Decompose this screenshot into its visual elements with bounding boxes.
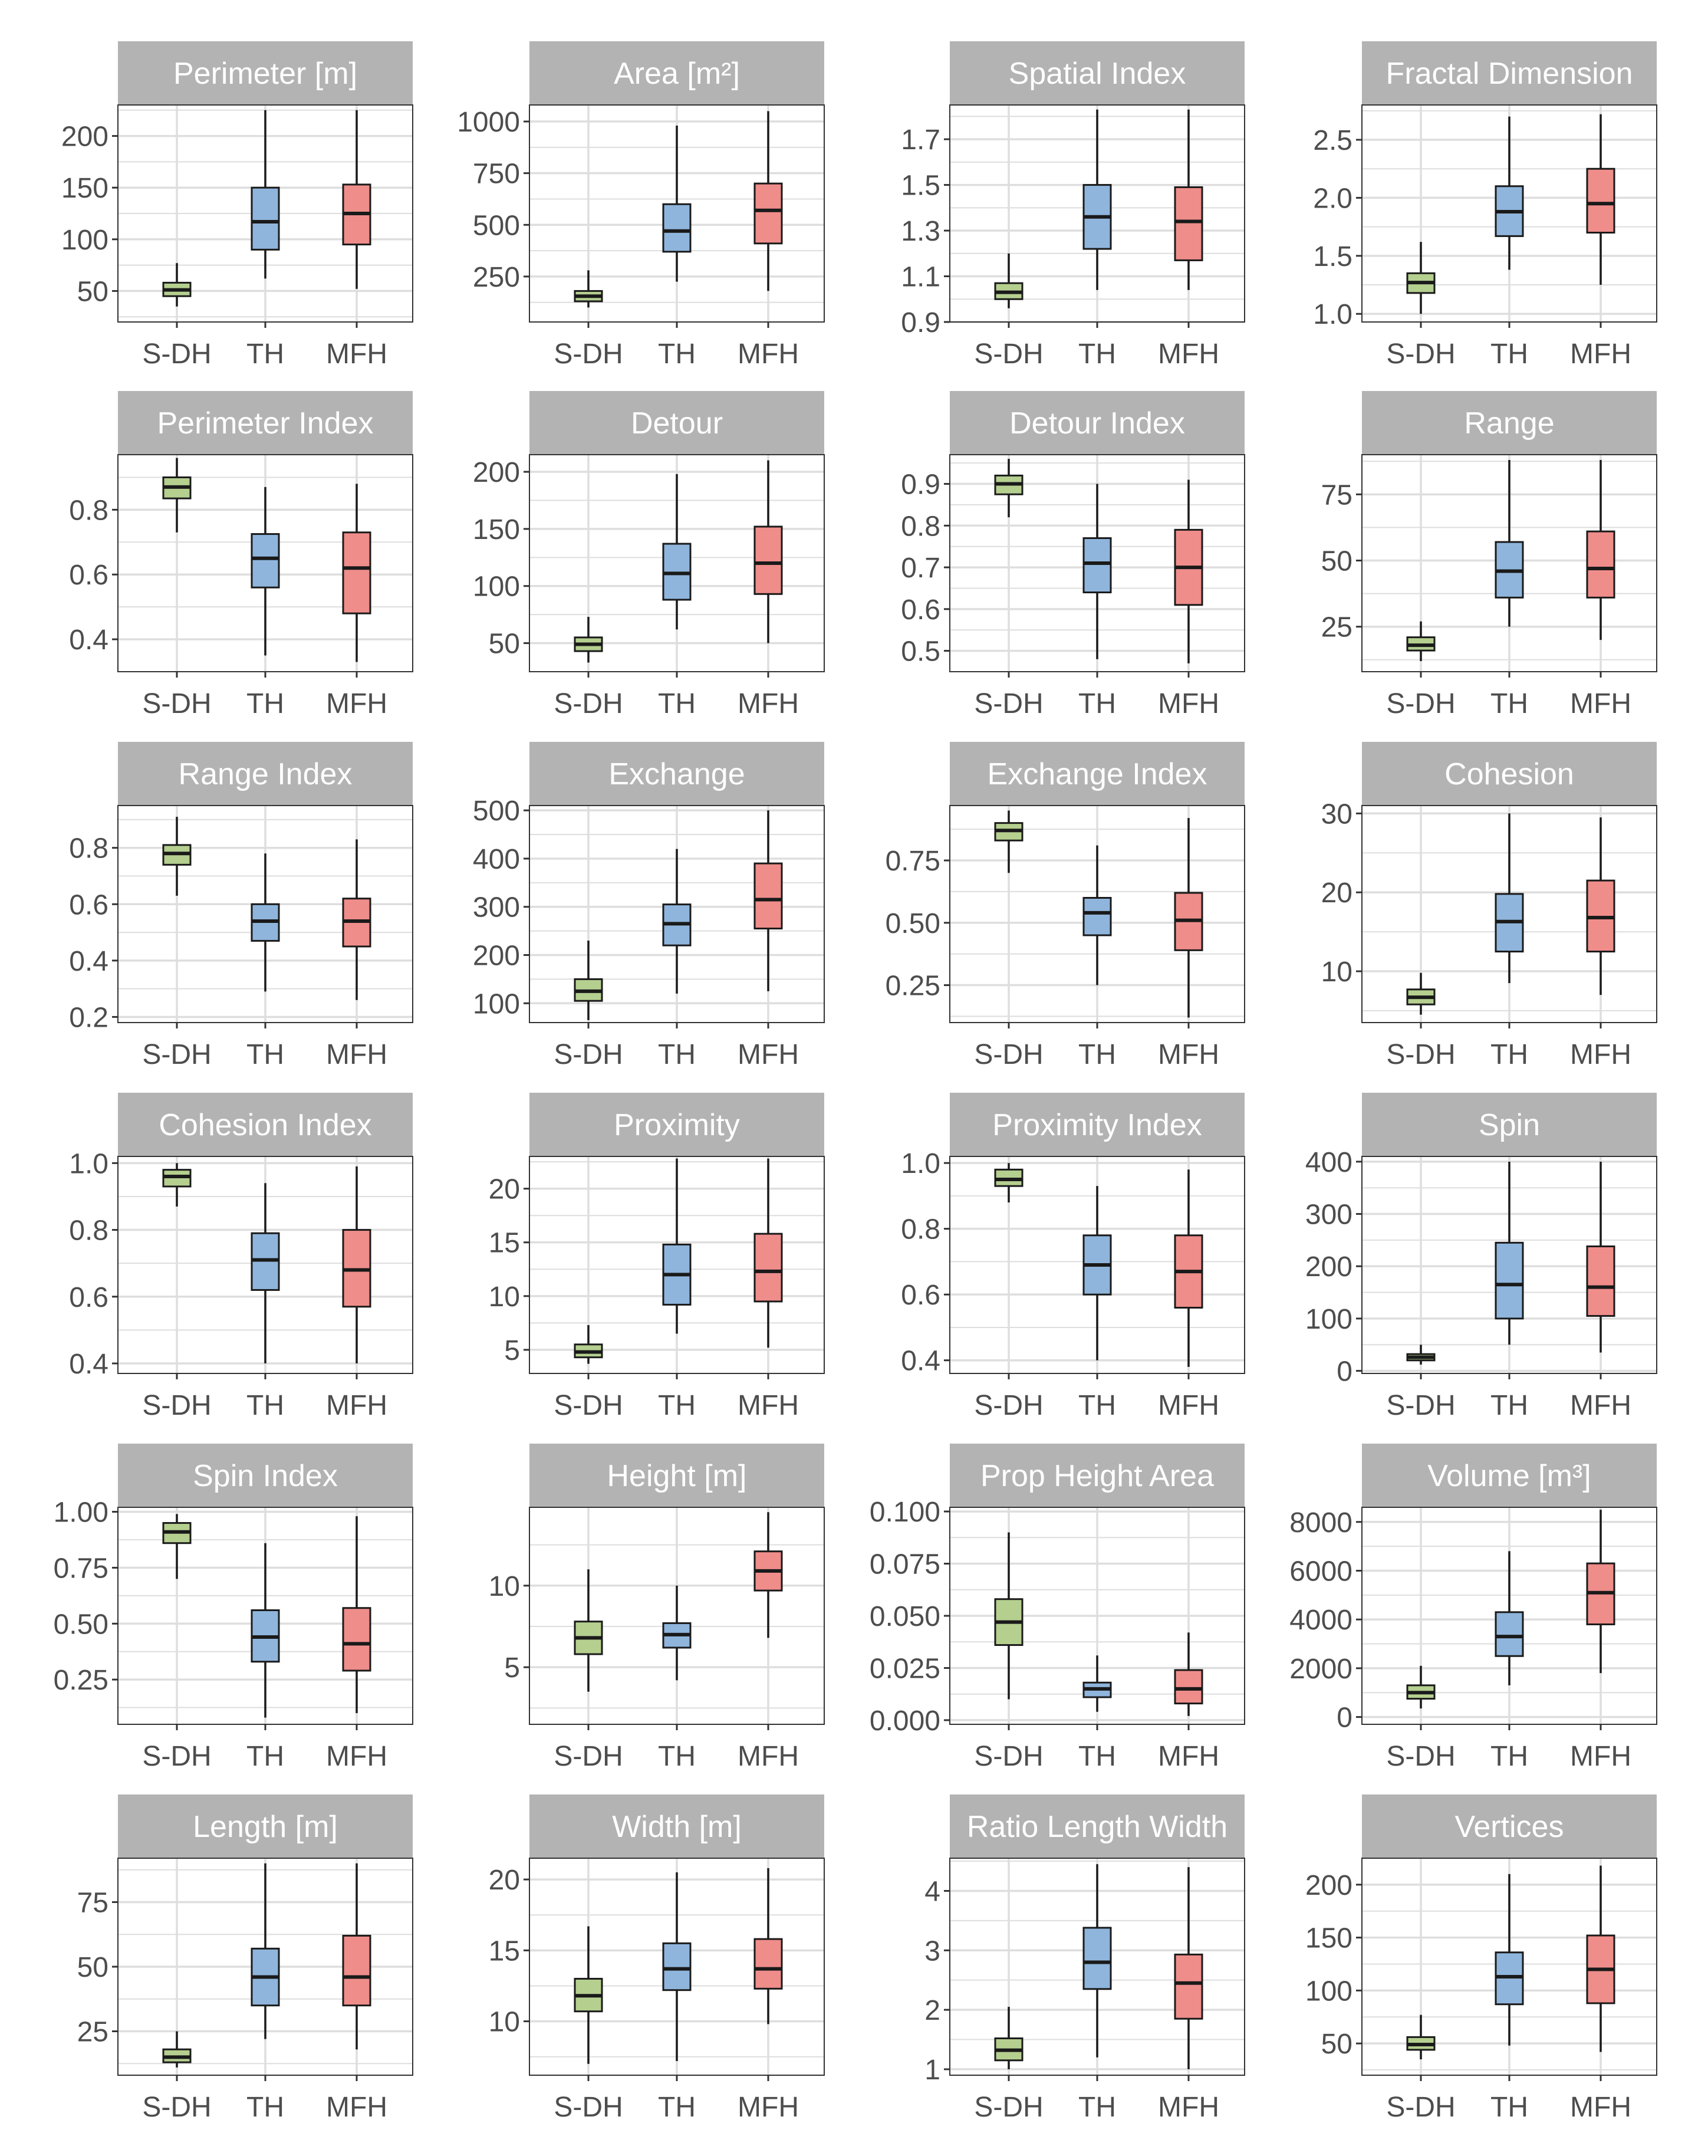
x-tick-label: MFH	[738, 2092, 799, 2123]
x-tick-label: TH	[246, 338, 284, 370]
iqr-box	[1175, 187, 1202, 260]
x-tick-label: TH	[1078, 688, 1116, 719]
y-tick-label: 50	[488, 628, 520, 660]
panel-title: Exchange	[608, 757, 745, 791]
y-tick-label: 0.8	[69, 1215, 108, 1247]
y-tick-label: 300	[1305, 1199, 1352, 1231]
panel	[69, 742, 413, 1070]
panel	[1313, 41, 1657, 370]
iqr-box	[1175, 1670, 1202, 1704]
panel-title: Width [m]	[612, 1810, 742, 1844]
y-tick-label: 10	[488, 2006, 520, 2038]
x-tick-label: S-DH	[554, 338, 623, 370]
x-tick-label: S-DH	[142, 2092, 212, 2123]
x-tick-label: TH	[1078, 2092, 1116, 2123]
y-tick-label: 75	[1321, 479, 1352, 511]
x-tick-label: MFH	[1570, 2092, 1631, 2123]
y-tick-label: 20	[1321, 877, 1352, 909]
y-tick-label: 100	[61, 224, 108, 256]
y-tick-label: 200	[1305, 1869, 1352, 1901]
x-tick-label: MFH	[738, 688, 799, 719]
x-tick-label: MFH	[738, 1039, 799, 1070]
y-tick-label: 5	[504, 1652, 520, 1684]
x-tick-label: S-DH	[1386, 1741, 1456, 1772]
x-tick-label: S-DH	[1386, 688, 1456, 719]
iqr-box	[252, 188, 279, 249]
x-tick-label: S-DH	[974, 1390, 1044, 1421]
y-tick-label: 750	[472, 158, 520, 190]
y-tick-label: 0.9	[901, 307, 940, 338]
x-tick-label: S-DH	[974, 688, 1044, 719]
y-tick-label: 6000	[1289, 1556, 1352, 1588]
panel-title: Spin	[1478, 1108, 1541, 1142]
x-tick-label: S-DH	[554, 1390, 623, 1421]
y-tick-label: 1.1	[901, 261, 940, 293]
panel	[901, 41, 1245, 370]
panel	[1305, 1795, 1657, 2123]
iqr-box	[343, 533, 370, 613]
y-tick-label: 1.5	[1313, 241, 1352, 272]
x-tick-label: S-DH	[974, 1741, 1044, 1772]
y-tick-label: 0.50	[885, 908, 940, 939]
panel-title: Fractal Dimension	[1386, 57, 1633, 91]
iqr-box	[755, 1939, 782, 1989]
panel-title: Height [m]	[607, 1459, 747, 1493]
y-tick-label: 0.25	[885, 970, 940, 1002]
x-tick-label: MFH	[738, 1741, 799, 1772]
y-tick-label: 25	[77, 2016, 108, 2048]
panel	[457, 41, 824, 370]
y-tick-label: 100	[1305, 1976, 1352, 2007]
x-tick-label: S-DH	[974, 2092, 1044, 2123]
x-tick-label: MFH	[326, 1741, 387, 1772]
iqr-box	[1496, 1612, 1523, 1656]
y-tick-label: 0.000	[869, 1705, 940, 1737]
y-tick-label: 100	[1305, 1303, 1352, 1335]
x-tick-label: MFH	[1570, 1039, 1631, 1070]
iqr-box	[1587, 169, 1614, 232]
x-tick-label: MFH	[1570, 1390, 1631, 1421]
y-tick-label: 50	[77, 276, 108, 308]
x-tick-label: S-DH	[554, 1039, 623, 1070]
iqr-box	[755, 183, 782, 244]
iqr-box	[755, 527, 782, 594]
panel-title: Perimeter [m]	[173, 57, 358, 91]
x-tick-label: MFH	[326, 1390, 387, 1421]
y-tick-label: 1.0	[901, 1148, 940, 1180]
panel-title: Spin Index	[193, 1459, 338, 1493]
panel-title: Range	[1464, 406, 1555, 441]
iqr-box	[1084, 898, 1111, 935]
panel	[1289, 1444, 1657, 1772]
x-tick-label: MFH	[1158, 2092, 1219, 2123]
panel-title: Spatial Index	[1008, 57, 1186, 91]
y-tick-label: 500	[472, 210, 520, 242]
y-tick-label: 10	[488, 1570, 520, 1602]
panel	[901, 1093, 1245, 1421]
x-tick-label: MFH	[1158, 1390, 1219, 1421]
y-tick-label: 0.8	[901, 511, 940, 543]
x-tick-label: TH	[1078, 338, 1116, 370]
iqr-box	[1084, 538, 1111, 593]
y-tick-label: 100	[472, 988, 520, 1020]
y-tick-label: 1.0	[69, 1148, 108, 1180]
x-tick-label: MFH	[326, 1039, 387, 1070]
iqr-box	[252, 534, 279, 588]
y-tick-label: 500	[472, 796, 520, 827]
y-tick-label: 2000	[1289, 1653, 1352, 1685]
panel	[924, 1795, 1245, 2123]
x-tick-label: MFH	[1158, 688, 1219, 719]
x-tick-label: MFH	[1158, 1039, 1219, 1070]
x-tick-label: TH	[1490, 1039, 1528, 1070]
iqr-box	[1496, 1243, 1523, 1319]
panel	[54, 1444, 413, 1772]
x-tick-label: MFH	[738, 1390, 799, 1421]
y-tick-label: 0.6	[69, 889, 108, 921]
x-tick-label: S-DH	[142, 1741, 212, 1772]
panel-title: Exchange Index	[987, 757, 1207, 791]
iqr-box	[755, 1234, 782, 1302]
iqr-box	[1084, 1928, 1111, 1989]
y-tick-label: 400	[1305, 1146, 1352, 1178]
iqr-box	[755, 863, 782, 928]
iqr-box	[663, 204, 690, 252]
panel-title: Vertices	[1454, 1810, 1564, 1844]
x-tick-label: TH	[1490, 2092, 1528, 2123]
panel	[870, 1444, 1245, 1772]
y-tick-label: 300	[472, 892, 520, 923]
y-tick-label: 1000	[457, 107, 520, 139]
panel	[489, 1795, 824, 2123]
y-tick-label: 0.2	[69, 1002, 108, 1034]
y-tick-label: 8000	[1289, 1507, 1352, 1539]
y-tick-label: 0.050	[869, 1601, 940, 1632]
x-tick-label: S-DH	[142, 1039, 212, 1070]
iqr-box	[1587, 531, 1614, 597]
y-tick-label: 0.7	[901, 553, 940, 584]
y-tick-label: 10	[1321, 957, 1352, 988]
y-tick-label: 0.8	[901, 1214, 940, 1245]
x-tick-label: S-DH	[554, 2092, 623, 2123]
iqr-box	[343, 1935, 370, 2005]
x-tick-label: TH	[1490, 688, 1528, 719]
x-tick-label: TH	[658, 1741, 696, 1772]
panel	[77, 1795, 413, 2123]
y-tick-label: 1.00	[53, 1497, 108, 1529]
y-tick-label: 2	[924, 1995, 940, 2027]
y-tick-label: 2.0	[1313, 183, 1352, 215]
x-tick-label: TH	[1490, 1390, 1528, 1421]
y-tick-label: 15	[488, 1935, 520, 1967]
y-tick-label: 0.50	[53, 1609, 108, 1641]
panel	[473, 742, 824, 1070]
y-tick-label: 2.5	[1313, 125, 1352, 157]
y-tick-label: 0.75	[885, 846, 940, 877]
x-tick-label: TH	[246, 2092, 284, 2123]
y-tick-label: 1.5	[901, 170, 940, 202]
y-tick-label: 0.9	[901, 469, 940, 501]
panel-title: Prop Height Area	[980, 1459, 1215, 1493]
panel-title: Cohesion Index	[159, 1108, 372, 1142]
y-tick-label: 50	[77, 1952, 108, 1983]
y-tick-label: 0.5	[901, 636, 940, 668]
y-tick-label: 200	[472, 940, 520, 972]
y-tick-label: 50	[1321, 545, 1352, 577]
x-tick-label: MFH	[1570, 688, 1631, 719]
y-tick-label: 3	[924, 1935, 940, 1967]
panel-title: Detour Index	[1009, 406, 1185, 441]
y-tick-label: 0.6	[69, 1281, 108, 1313]
x-tick-label: S-DH	[1386, 1390, 1456, 1421]
panel-title: Area [m²]	[614, 57, 740, 91]
panel	[489, 1444, 824, 1772]
y-tick-label: 50	[1321, 2029, 1352, 2060]
panel	[473, 391, 824, 719]
x-tick-label: S-DH	[1386, 2092, 1456, 2123]
x-tick-label: TH	[1490, 1741, 1528, 1772]
x-tick-label: S-DH	[1386, 1039, 1456, 1070]
y-tick-label: 250	[472, 261, 520, 293]
x-tick-label: TH	[246, 1039, 284, 1070]
x-tick-label: MFH	[326, 338, 387, 370]
x-tick-label: S-DH	[974, 1039, 1044, 1070]
y-tick-label: 0.100	[869, 1497, 940, 1529]
y-tick-label: 0.4	[69, 1349, 108, 1381]
y-tick-label: 15	[488, 1227, 520, 1259]
iqr-box	[1175, 1954, 1202, 2019]
x-tick-label: TH	[658, 688, 696, 719]
y-tick-label: 5	[504, 1335, 520, 1366]
panel	[489, 1093, 824, 1421]
panel-title: Ratio Length Width	[966, 1810, 1228, 1844]
y-tick-label: 0	[1337, 1356, 1352, 1388]
y-tick-label: 0.6	[69, 560, 108, 591]
x-tick-label: S-DH	[554, 688, 623, 719]
y-tick-label: 0.8	[69, 495, 108, 527]
x-tick-label: TH	[246, 1390, 284, 1421]
panel	[69, 1093, 413, 1421]
x-tick-label: MFH	[1570, 338, 1631, 370]
y-tick-label: 25	[1321, 612, 1352, 643]
panel	[886, 742, 1245, 1070]
x-tick-label: TH	[1490, 338, 1528, 370]
x-tick-label: TH	[1078, 1390, 1116, 1421]
iqr-box	[1587, 1247, 1614, 1316]
panel-title: Cohesion	[1444, 757, 1574, 791]
y-tick-label: 0.025	[869, 1653, 940, 1685]
y-tick-label: 0.4	[69, 945, 108, 977]
x-tick-label: S-DH	[974, 338, 1044, 370]
panel-title: Length [m]	[193, 1810, 338, 1844]
y-tick-label: 0.4	[69, 625, 108, 656]
y-tick-label: 1	[924, 2054, 940, 2086]
y-tick-label: 0.6	[901, 1280, 940, 1312]
y-tick-label: 0.4	[901, 1345, 940, 1377]
x-tick-label: TH	[658, 1390, 696, 1421]
panel-title: Detour	[630, 406, 723, 441]
x-tick-label: TH	[1078, 1741, 1116, 1772]
y-tick-label: 200	[472, 457, 520, 489]
x-tick-label: S-DH	[554, 1741, 623, 1772]
panel-title: Volume [m³]	[1427, 1459, 1591, 1493]
x-tick-label: MFH	[738, 338, 799, 370]
y-tick-label: 1.7	[901, 124, 940, 156]
panel	[1305, 1093, 1657, 1421]
y-tick-label: 75	[77, 1887, 108, 1919]
y-tick-label: 0.075	[869, 1549, 940, 1580]
y-tick-label: 0.75	[53, 1553, 108, 1585]
y-tick-label: 150	[472, 514, 520, 545]
y-tick-label: 400	[472, 843, 520, 875]
panel-title: Proximity Index	[992, 1108, 1202, 1142]
x-tick-label: MFH	[326, 2092, 387, 2123]
x-tick-label: MFH	[1158, 1741, 1219, 1772]
x-tick-label: TH	[246, 1741, 284, 1772]
y-tick-label: 20	[488, 1865, 520, 1897]
y-tick-label: 10	[488, 1281, 520, 1313]
x-tick-label: TH	[246, 688, 284, 719]
y-tick-label: 1.0	[1313, 299, 1352, 331]
y-tick-label: 20	[488, 1174, 520, 1205]
x-tick-label: S-DH	[142, 338, 212, 370]
y-tick-label: 150	[61, 173, 108, 205]
x-tick-label: TH	[1078, 1039, 1116, 1070]
x-tick-label: MFH	[326, 688, 387, 719]
y-tick-label: 0.8	[69, 833, 108, 865]
panel-title: Proximity	[614, 1108, 740, 1142]
panel-title: Perimeter Index	[157, 406, 374, 441]
y-tick-label: 1.3	[901, 216, 940, 248]
panel	[901, 391, 1245, 719]
x-tick-label: TH	[658, 1039, 696, 1070]
iqr-box	[343, 1608, 370, 1671]
panel	[1321, 391, 1657, 719]
y-tick-label: 4	[924, 1876, 940, 1908]
panel	[61, 41, 413, 370]
y-tick-label: 200	[61, 121, 108, 153]
panel	[1321, 742, 1657, 1070]
y-tick-label: 4000	[1289, 1605, 1352, 1636]
x-tick-label: TH	[658, 338, 696, 370]
y-tick-label: 150	[1305, 1922, 1352, 1954]
x-tick-label: S-DH	[142, 688, 212, 719]
y-tick-label: 30	[1321, 798, 1352, 830]
iqr-box	[663, 1943, 690, 1990]
panel-title: Range Index	[178, 757, 353, 791]
panel	[69, 391, 413, 719]
x-tick-label: S-DH	[1386, 338, 1456, 370]
x-tick-label: S-DH	[142, 1390, 212, 1421]
y-tick-label: 0.25	[53, 1665, 108, 1697]
y-tick-label: 200	[1305, 1251, 1352, 1283]
y-tick-label: 100	[472, 571, 520, 603]
x-tick-label: TH	[658, 2092, 696, 2123]
y-tick-label: 0.6	[901, 594, 940, 626]
y-tick-label: 0	[1337, 1702, 1352, 1734]
x-tick-label: MFH	[1158, 338, 1219, 370]
x-tick-label: MFH	[1570, 1741, 1631, 1772]
